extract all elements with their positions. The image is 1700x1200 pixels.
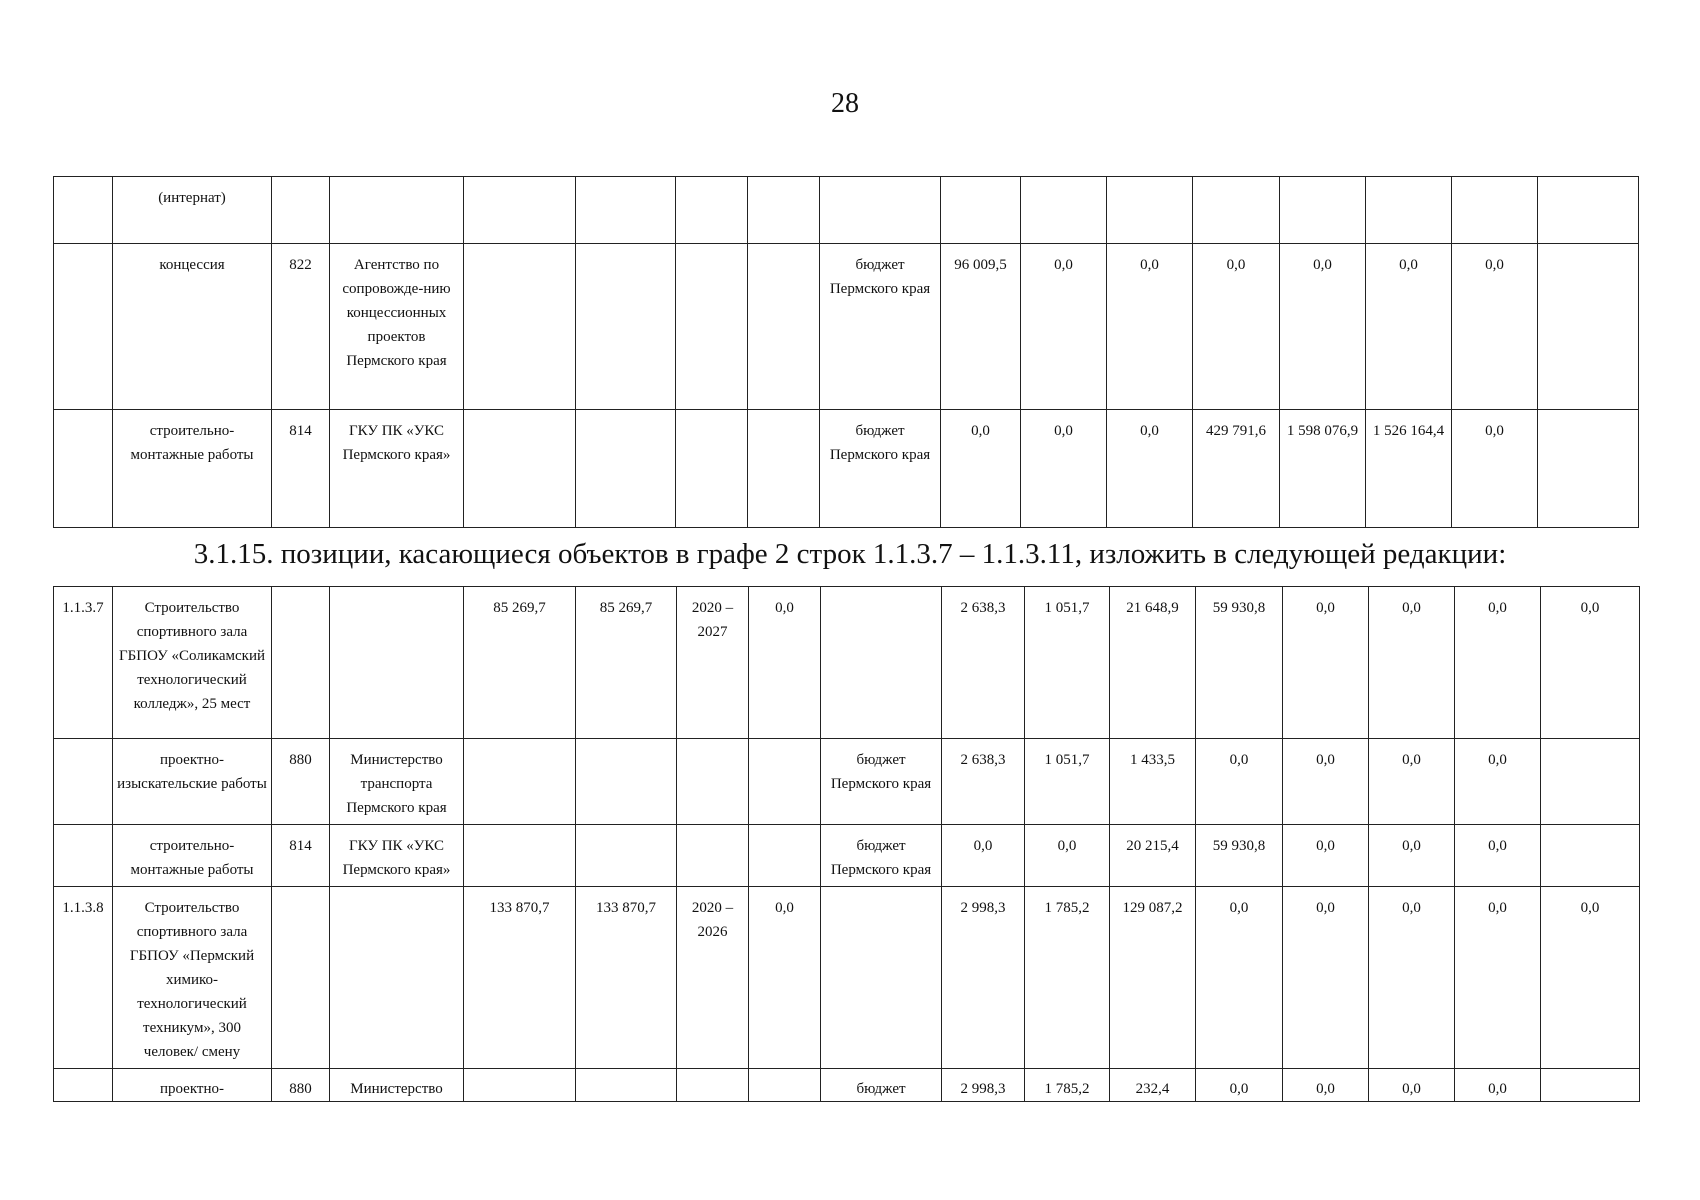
table-cell: 0,0 (1021, 244, 1107, 410)
table-cell: 0,0 (1283, 887, 1369, 1069)
table-cell: 0,0 (1025, 825, 1110, 887)
table-cell (820, 177, 941, 244)
table-cell: 880 (272, 1069, 330, 1102)
table-cell: 0,0 (749, 887, 821, 1069)
table-cell (576, 410, 676, 528)
table-cell: 0,0 (1283, 1069, 1369, 1102)
budget-table-continuation (53, 176, 1639, 528)
table-cell (272, 887, 330, 1069)
table-cell: 0,0 (1193, 244, 1280, 410)
section-heading: 3.1.15. позиции, касающиеся объектов в графе 2 строк 1.1.3.7 – 1.1.3.11, изложить в следующей редакции: (193, 538, 1507, 570)
table-cell: 0,0 (1196, 1069, 1283, 1102)
table-cell (1366, 177, 1452, 244)
table-cell: бюджет Пермского края (821, 739, 942, 825)
table-cell (576, 739, 677, 825)
table-cell (464, 410, 576, 528)
table-cell (677, 1069, 749, 1102)
table-cell (676, 244, 748, 410)
table-cell (464, 177, 576, 244)
table-cell: 1 785,2 (1025, 1069, 1110, 1102)
table-row (54, 177, 1639, 244)
table-cell: 0,0 (1452, 410, 1538, 528)
table-cell: 59 930,8 (1196, 825, 1283, 887)
table-cell: ГКУ ПК «УКС Пермского края» (330, 825, 464, 887)
table-cell (1538, 244, 1639, 410)
table-cell: 1.1.3.7 (54, 587, 113, 739)
table-cell: 0,0 (749, 587, 821, 739)
table-cell: 0,0 (1107, 244, 1193, 410)
table-cell: 85 269,7 (576, 587, 677, 739)
table-cell (1538, 177, 1639, 244)
table-cell (272, 177, 330, 244)
table-cell: Строительство спортивного зала ГБПОУ «Пермский химико-технологический техникум», 300 человек/ смену (113, 887, 272, 1069)
table-cell: 20 215,4 (1110, 825, 1196, 887)
table-cell: ГКУ ПК «УКС Пермского края» (330, 410, 464, 528)
table-cell (1541, 825, 1640, 887)
table-cell: 0,0 (1366, 244, 1452, 410)
table-cell: бюджет (821, 1069, 942, 1102)
table-cell: 2 638,3 (942, 587, 1025, 739)
table-cell: 1.1.3.8 (54, 887, 113, 1069)
table-cell (330, 177, 464, 244)
table-cell (464, 739, 576, 825)
table-cell (576, 244, 676, 410)
table-cell: концессия (113, 244, 272, 410)
table-row (54, 739, 1640, 825)
table-cell (677, 825, 749, 887)
table-cell: Строительство спортивного зала ГБПОУ «Соликамский технологический колледж», 25 мест (113, 587, 272, 739)
table-cell: 0,0 (1541, 587, 1640, 739)
table-cell: 429 791,6 (1193, 410, 1280, 528)
table-cell: 1 785,2 (1025, 887, 1110, 1069)
table-cell (749, 1069, 821, 1102)
table-cell (1541, 1069, 1640, 1102)
table-cell: 0,0 (1455, 825, 1541, 887)
table-cell: Министерство (330, 1069, 464, 1102)
table-row (54, 887, 1640, 1069)
table-cell (330, 587, 464, 739)
table-cell: 96 009,5 (941, 244, 1021, 410)
table-row (54, 825, 1640, 887)
table-cell: бюджет Пермского края (820, 244, 941, 410)
table-cell (54, 410, 113, 528)
table-cell: 85 269,7 (464, 587, 576, 739)
table-cell: 0,0 (1455, 1069, 1541, 1102)
table-cell: 0,0 (1369, 825, 1455, 887)
table-cell: 2020 – 2026 (677, 887, 749, 1069)
table-cell: Министерство транспорта Пермского края (330, 739, 464, 825)
page-number: 28 (831, 88, 859, 119)
table-cell: 0,0 (1369, 739, 1455, 825)
table-cell: 880 (272, 739, 330, 825)
table-cell (1541, 739, 1640, 825)
table-cell (54, 739, 113, 825)
table-cell: 0,0 (1021, 410, 1107, 528)
table-cell: 814 (272, 410, 330, 528)
table-cell: проектно-изыскательские работы (113, 739, 272, 825)
table-cell: 0,0 (1369, 887, 1455, 1069)
budget-table-section-3-1-15 (53, 586, 1640, 1102)
table-cell (941, 177, 1021, 244)
table-cell (748, 177, 820, 244)
table-cell (1452, 177, 1538, 244)
table-cell (748, 244, 820, 410)
table-cell: 129 087,2 (1110, 887, 1196, 1069)
table-cell: 2 998,3 (942, 887, 1025, 1069)
table-cell: 0,0 (1541, 887, 1640, 1069)
table-cell (464, 244, 576, 410)
table-cell: 0,0 (1452, 244, 1538, 410)
table-cell (1280, 177, 1366, 244)
table-cell: 21 648,9 (1110, 587, 1196, 739)
table-cell (464, 825, 576, 887)
table-cell (576, 1069, 677, 1102)
table-cell (821, 887, 942, 1069)
table-cell: 1 051,7 (1025, 739, 1110, 825)
table-cell: 1 051,7 (1025, 587, 1110, 739)
table-cell: 0,0 (1196, 739, 1283, 825)
table-cell: 0,0 (941, 410, 1021, 528)
table-cell (1538, 410, 1639, 528)
table-cell: бюджет Пермского края (821, 825, 942, 887)
table-cell: 2 638,3 (942, 739, 1025, 825)
table-cell (676, 177, 748, 244)
table-cell: (интернат) (113, 177, 272, 244)
table-cell: 2 998,3 (942, 1069, 1025, 1102)
table-row (54, 1069, 1640, 1102)
table-row (54, 244, 1639, 410)
table-cell: 59 930,8 (1196, 587, 1283, 739)
table-cell: бюджет Пермского края (820, 410, 941, 528)
table-cell (272, 587, 330, 739)
table-cell: 2020 – 2027 (677, 587, 749, 739)
table-cell (1021, 177, 1107, 244)
table-cell: Агентство по сопровожде-нию концессионных проектов Пермского края (330, 244, 464, 410)
table-cell: 133 870,7 (576, 887, 677, 1069)
table-cell: 1 526 164,4 (1366, 410, 1452, 528)
table-cell: 0,0 (1196, 887, 1283, 1069)
table-cell: 0,0 (942, 825, 1025, 887)
table-cell (54, 244, 113, 410)
table-cell (576, 825, 677, 887)
table-cell: 1 598 076,9 (1280, 410, 1366, 528)
table-cell: 0,0 (1369, 1069, 1455, 1102)
table-cell (748, 410, 820, 528)
table-cell (54, 825, 113, 887)
table-cell: 0,0 (1283, 587, 1369, 739)
table-cell: 0,0 (1283, 825, 1369, 887)
table-cell: 822 (272, 244, 330, 410)
table-cell: 0,0 (1369, 587, 1455, 739)
table-cell: строительно-монтажные работы (113, 825, 272, 887)
table-cell (749, 825, 821, 887)
table-cell: 1 433,5 (1110, 739, 1196, 825)
table-cell (54, 177, 113, 244)
table-cell (54, 1069, 113, 1102)
table-cell (1193, 177, 1280, 244)
table-cell: проектно- (113, 1069, 272, 1102)
table-row (54, 587, 1640, 739)
table-cell: 0,0 (1283, 739, 1369, 825)
table-cell: 133 870,7 (464, 887, 576, 1069)
table-cell (749, 739, 821, 825)
table-cell: 232,4 (1110, 1069, 1196, 1102)
table-cell: 0,0 (1280, 244, 1366, 410)
table-cell: строительно-монтажные работы (113, 410, 272, 528)
table-cell (677, 739, 749, 825)
table-cell: 0,0 (1455, 739, 1541, 825)
table-cell (330, 887, 464, 1069)
table-cell: 814 (272, 825, 330, 887)
table-cell (576, 177, 676, 244)
table-cell: 0,0 (1455, 587, 1541, 739)
table-cell (464, 1069, 576, 1102)
table-row (54, 410, 1639, 528)
table-cell (821, 587, 942, 739)
table-cell (1107, 177, 1193, 244)
table-cell: 0,0 (1455, 887, 1541, 1069)
table-cell: 0,0 (1107, 410, 1193, 528)
table-cell (676, 410, 748, 528)
